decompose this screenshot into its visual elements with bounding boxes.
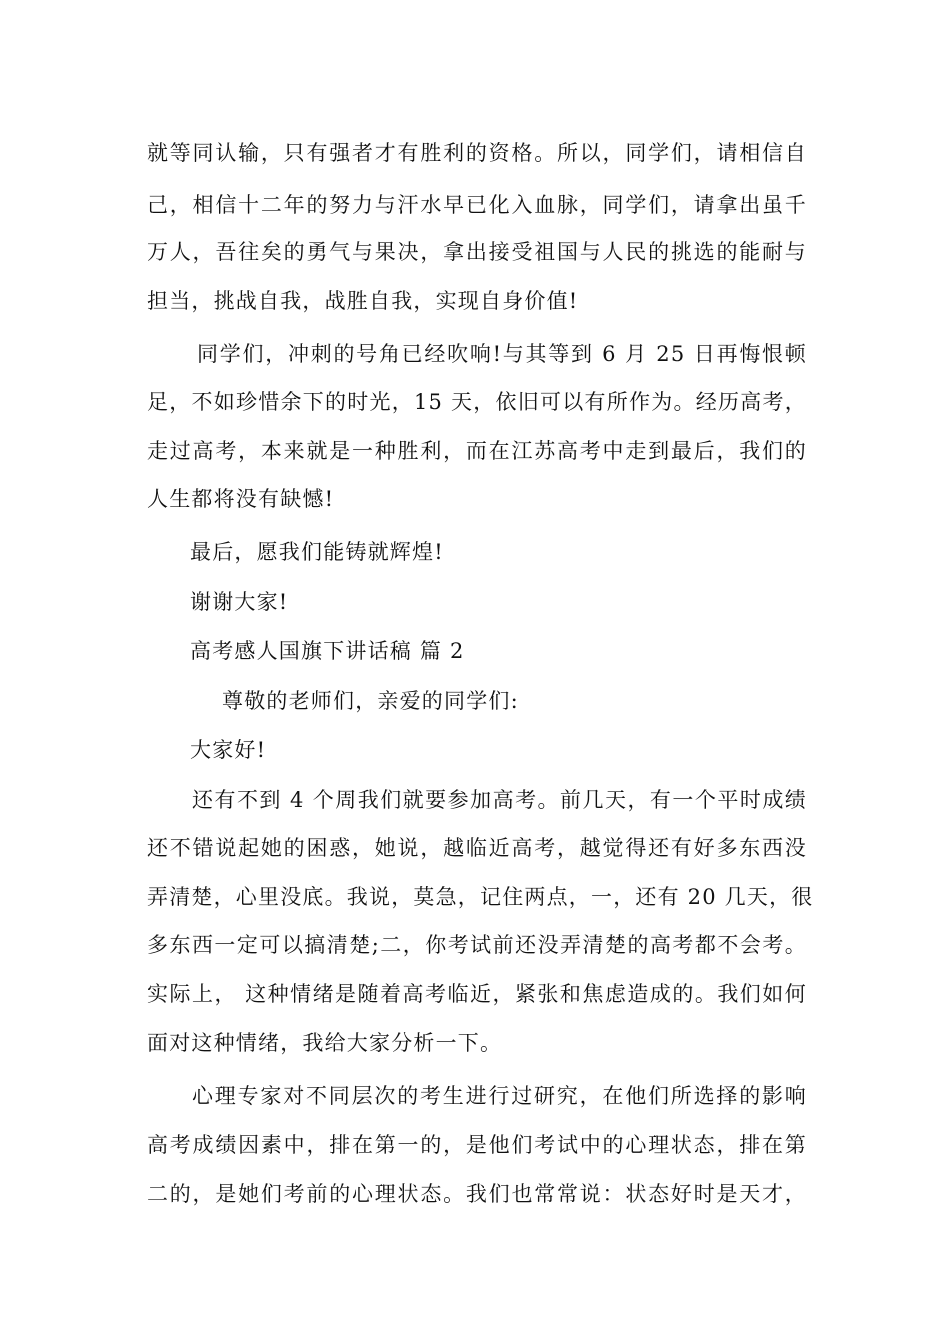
text-line: 走过高考，本来就是一种胜利，而在江苏高考中走到最后，我们的 (147, 439, 807, 463)
text-line: 同学们，冲刺的号角已经吹响!与其等到 6 月 25 日再悔恨顿 (197, 342, 807, 366)
text-line: 己，相信十二年的努力与汗水早已化入血脉，同学们，请拿出虽千 (147, 193, 807, 217)
text-line: 弄清楚，心里没底。我说，莫急，记住两点，一，还有 20 几天，很 (147, 885, 814, 909)
text-line: 万人，吾往矣的勇气与果决，拿出接受祖国与人民的挑选的能耐与 (147, 240, 807, 264)
text-line: 还不错说起她的困惑，她说，越临近高考，越觉得还有好多东西没 (147, 836, 807, 860)
text-line: 就等同认输，只有强者才有胜利的资格。所以，同学们，请相信自 (147, 141, 807, 165)
text-line: 高考成绩因素中，排在第一的，是他们考试中的心理状态，排在第 (147, 1133, 807, 1157)
text-line: 心理专家对不同层次的考生进行过研究，在他们所选择的影响 (192, 1084, 807, 1108)
text-line: 面对这种情绪，我给大家分析一下。 (147, 1031, 503, 1055)
text-line: 多东西一定可以搞清楚;二，你考试前还没弄清楚的高考都不会考。 (147, 933, 807, 957)
text-line: 足，不如珍惜余下的时光，15 天，依旧可以有所作为。经历高考， (147, 390, 807, 414)
text-line: 实际上， 这种情绪是随着高考临近，紧张和焦虑造成的。我们如何 (147, 982, 807, 1006)
greeting: 大家好! (190, 738, 267, 762)
text-line: 担当，挑战自我，战胜自我，实现自身价值! (147, 289, 579, 313)
text-line: 人生都将没有缺憾! (147, 487, 335, 511)
section-heading: 高考感人国旗下讲话稿 篇 2 (190, 639, 465, 663)
text-line: 二的，是她们考前的心理状态。我们也常常说：状态好时是天才， (147, 1182, 807, 1206)
text-line: 最后，愿我们能铸就辉煌! (190, 540, 444, 564)
text-line: 谢谢大家! (190, 590, 289, 614)
salutation: 尊敬的老师们，亲爱的同学们: (222, 689, 519, 713)
text-line: 还有不到 4 个周我们就要参加高考。前几天，有一个平时成绩 (192, 788, 807, 812)
